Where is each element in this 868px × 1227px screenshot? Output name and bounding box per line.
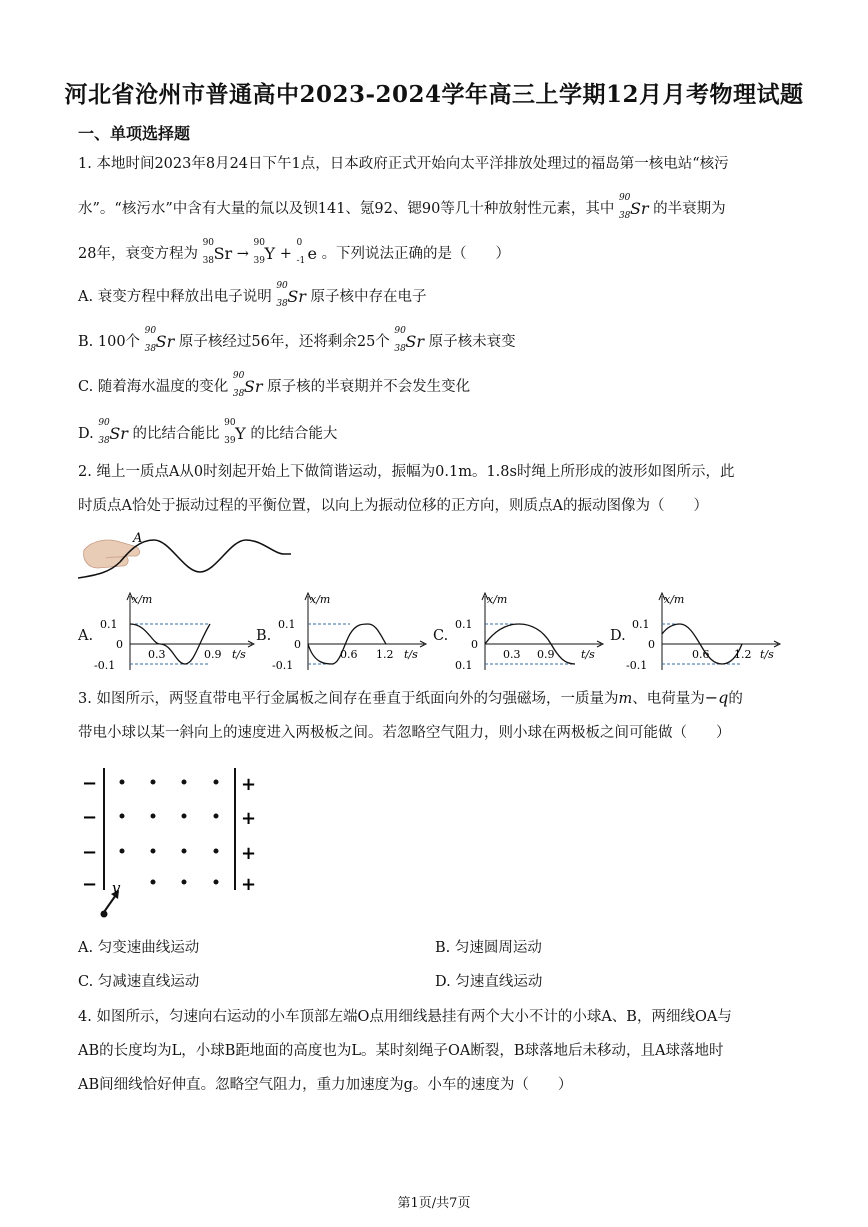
graph-a (92, 590, 260, 676)
nuclide-sr: 90 38 Sr (618, 193, 649, 221)
field-dots (120, 780, 219, 885)
q2-option-d[interactable]: D. x/m 0.1 0 -0.1 0.6 1.2 t/s (610, 590, 786, 676)
svg-text:0: 0 (116, 638, 123, 651)
q1-option-d[interactable]: D. 90 38 Sr 的比结合能比 90 39 Y 的比结合能大 (78, 418, 338, 446)
q1-option-c[interactable]: C. 随着海水温度的变化 90 38 Sr 原子核的半衰期并不会发生变化 (78, 371, 471, 399)
q1-line-2: 水”。“核污水”中含有大量的氚以及钡141、氪92、锶90等几十种放射性元素，其中 90 38 Sr 的半衰期为 (78, 193, 726, 221)
svg-text:0.3: 0.3 (503, 648, 521, 661)
svg-text:t/s: t/s (760, 648, 774, 661)
q1-option-b[interactable]: B. 100个 90 38 Sr 原子核经过56年，还将剩余25个 90 38 Sr 原子核未衰变 (78, 326, 516, 354)
svg-text:-0.1: -0.1 (94, 659, 116, 672)
q2-line-1: 2. 绳上一质点A从0时刻起开始上下做简谐运动，振幅为0.1m。1.8s时绳上所形成的波形如图所示，此 (78, 464, 735, 480)
magnetic-field-figure (78, 762, 268, 924)
svg-text:t/s: t/s (581, 648, 595, 661)
svg-text:0.1: 0.1 (455, 659, 473, 672)
q3-line-1: 3. 如图所示，两竖直带电平行金属板之间存在垂直于纸面向外的匀强磁场，一质量为m、电荷量为−q的 (78, 688, 743, 707)
svg-text:−: − (82, 807, 98, 828)
svg-text:x/m: x/m (310, 593, 331, 606)
rope-point-a-label: A (133, 531, 143, 546)
q1-line-3: 28年，衰变方程为 90 38 Sr → 90 39 Y + 0 -1 e 。下列说法正确的是（ ） (78, 238, 511, 266)
svg-text:t/s: t/s (232, 648, 246, 661)
svg-text:+: + (241, 874, 257, 895)
decay-equation: 90 38 Sr → 90 39 Y + 0 -1 e (202, 238, 317, 266)
svg-text:0.1: 0.1 (632, 618, 650, 631)
svg-text:+: + (241, 843, 257, 864)
graph-c (447, 590, 609, 676)
svg-text:-0.1: -0.1 (626, 659, 648, 672)
svg-text:x/m: x/m (132, 593, 153, 606)
page-title: 河北省沧州市普通高中2023-2024学年高三上学期12月月考物理试题 (64, 81, 804, 108)
q3-option-a[interactable]: A. 匀变速曲线运动 (78, 940, 200, 956)
q4-line-2: AB的长度均为L，小球B距地面的高度也为L。某时刻绳子OA断裂，B球落地后未移动，且A球落地时 (78, 1043, 724, 1059)
rope-wave (120, 540, 291, 572)
svg-text:x/m: x/m (487, 593, 508, 606)
svg-text:0.6: 0.6 (340, 648, 358, 661)
svg-text:0: 0 (648, 638, 655, 651)
q2-option-a[interactable]: A. x/m 0.1 0 -0.1 0.3 0.9 t/s (78, 590, 260, 676)
hand-icon (84, 540, 140, 568)
svg-text:−: − (82, 773, 98, 794)
svg-text:0.3: 0.3 (148, 648, 166, 661)
svg-text:−: − (82, 874, 98, 895)
svg-text:0.1: 0.1 (278, 618, 296, 631)
rope-wave-figure (78, 528, 293, 584)
q3-option-b[interactable]: B. 匀速圆周运动 (435, 940, 542, 956)
q3-line-2: 带电小球以某一斜向上的速度进入两极板之间。若忽略空气阻力，则小球在两极板之间可能做（ ） (78, 725, 731, 741)
svg-text:−: − (82, 842, 98, 863)
svg-text:0.1: 0.1 (100, 618, 118, 631)
graph-b (270, 590, 432, 676)
svg-text:1.2: 1.2 (734, 648, 752, 661)
graph-d (624, 590, 786, 676)
q2-option-c[interactable]: C. x/m 0.1 0 0.1 0.3 0.9 t/s (433, 590, 609, 676)
svg-text:t/s: t/s (404, 648, 418, 661)
svg-text:0.9: 0.9 (537, 648, 555, 661)
section-heading: 一、单项选择题 (78, 124, 191, 143)
svg-text:0: 0 (471, 638, 478, 651)
q2-line-2: 时质点A恰处于振动过程的平衡位置，以向上为振动位移的正方向，则质点A的振动图像为（ ） (78, 498, 708, 514)
q2-option-b[interactable]: B. x/m 0.1 0 -0.1 0.6 1.2 t/s (256, 590, 432, 676)
q3-option-d[interactable]: D. 匀速直线运动 (435, 974, 543, 990)
svg-text:0.6: 0.6 (692, 648, 710, 661)
svg-text:0.1: 0.1 (455, 618, 473, 631)
velocity-label: v (112, 879, 121, 897)
q4-line-1: 4. 如图所示，匀速向右运动的小车顶部左端O点用细线悬挂有两个大小不计的小球A、B，两细线OA与 (78, 1009, 732, 1025)
q3-option-c[interactable]: C. 匀减速直线运动 (78, 974, 200, 990)
svg-text:1.2: 1.2 (376, 648, 394, 661)
page-footer: 第1页/共7页 (397, 1196, 471, 1211)
q1-option-a[interactable]: A. 衰变方程中释放出电子说明 90 38 Sr 原子核中存在电子 (78, 281, 427, 309)
svg-text:x/m: x/m (664, 593, 685, 606)
q1-line-1: 1. 本地时间2023年8月24日下午1点，日本政府正式开始向太平洋排放处理过的福岛第一核电站“核污 (78, 156, 729, 172)
svg-text:+: + (241, 774, 257, 795)
q4-line-3: AB间细线恰好伸直。忽略空气阻力，重力加速度为g。小车的速度为（ ） (78, 1077, 573, 1093)
svg-text:0: 0 (294, 638, 301, 651)
svg-text:+: + (241, 808, 257, 829)
svg-text:-0.1: -0.1 (272, 659, 294, 672)
svg-text:0.9: 0.9 (204, 648, 222, 661)
